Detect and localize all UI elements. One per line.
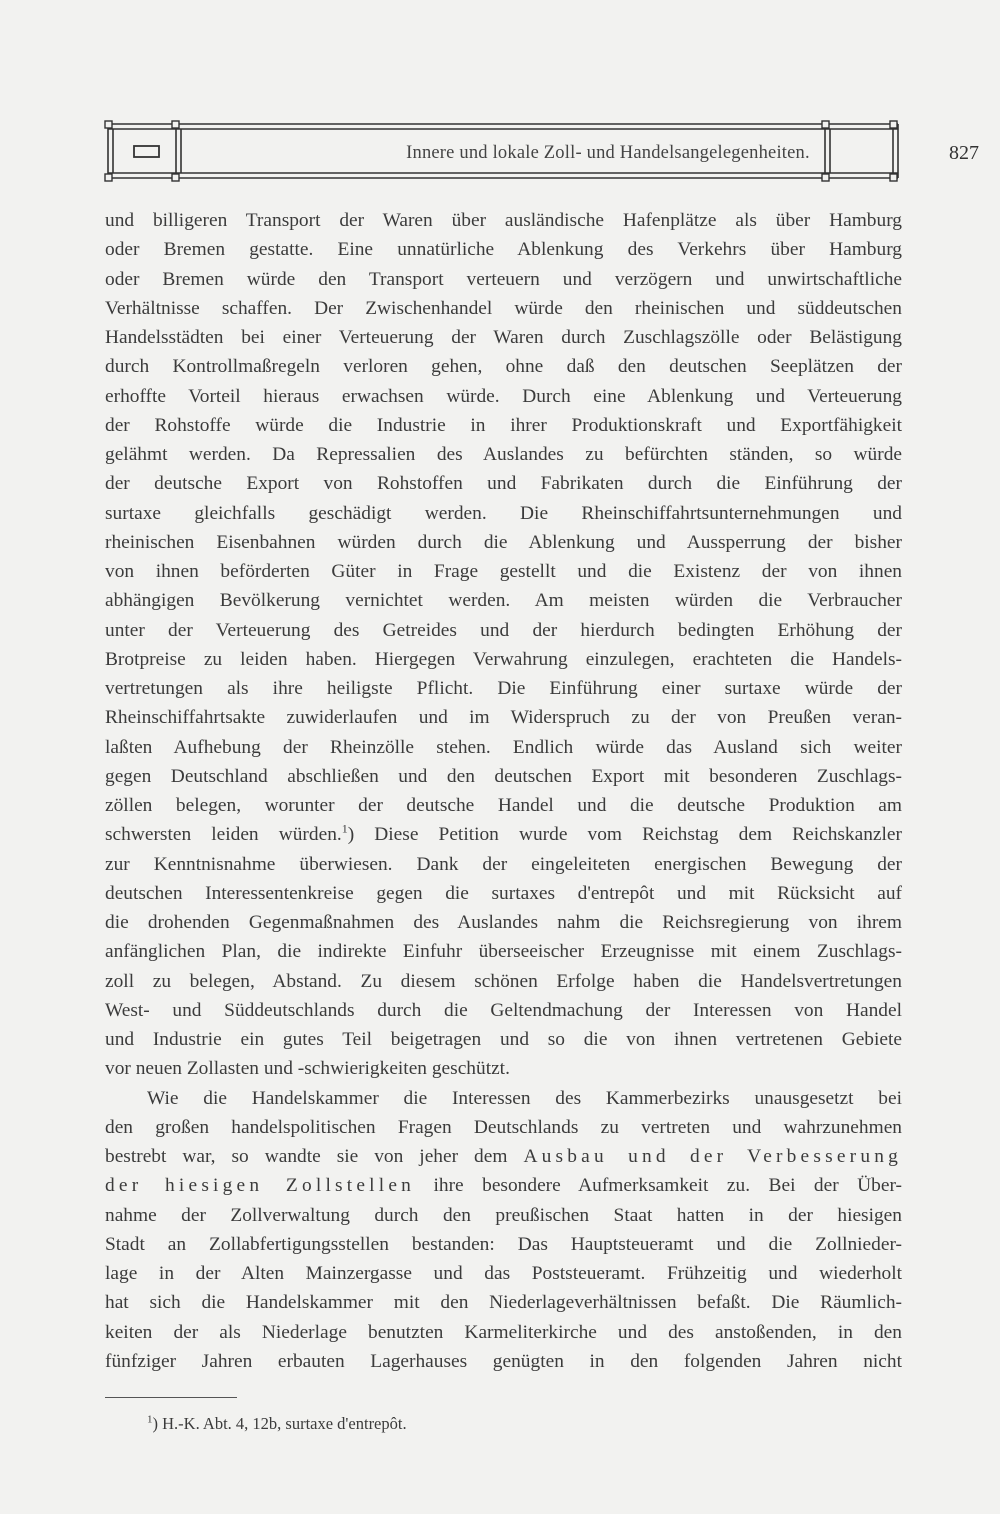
text-fragment: ihre besondere Aufmerksamkeit zu. Bei der Über- — [433, 1175, 902, 1197]
text-line: gegen Deutschland abschließen und den deutschen Export mit besonderen Zuschlags- — [105, 765, 902, 787]
text-line: abhängigen Bevölkerung vernichtet werden. Am meisten würden die Verbraucher — [105, 590, 902, 612]
text-line: die drohenden Gegenmaßnahmen des Auslandes nahm die Reichsregierung von ihrem — [105, 912, 902, 933]
text-fragment: schwersten leiden würden. — [105, 824, 342, 846]
text-fragment: bestrebt war, so wandte sie von jeher dem — [105, 1146, 508, 1167]
footnote-reference[interactable]: 1 — [341, 821, 348, 836]
text-line: fünfziger Jahren erbauten Lagerhauses genügten in den folgenden Jahren nicht — [105, 1350, 902, 1372]
text-line: lage in der Alten Mainzergasse und das Poststeueramt. Frühzeitig und wiederholt — [105, 1263, 902, 1284]
text-line: Stadt an Zollabfertigungsstellen bestanden: Das Hauptsteueramt und die Zollnieder- — [105, 1233, 902, 1255]
emphasized-text: Ausbau und der Verbesserung — [523, 1146, 902, 1167]
text-line: von ihnen beförderten Güter in Frage gestellt und die Existenz der von ihnen — [105, 561, 902, 582]
footnote-text: ) H.-K. Abt. 4, 12b, surtaxe d'entrepôt. — [152, 1414, 407, 1433]
footnote-separator — [105, 1397, 237, 1398]
text-line: und Industrie ein gutes Teil beigetragen und so die von ihnen vertretenen Gebiete — [105, 1029, 902, 1050]
text-line: oder Bremen gestatte. Eine unnatürliche Ablenkung des Verkehrs über Hamburg — [105, 239, 902, 261]
text-line: nahme der Zollverwaltung durch den preußischen Staat hatten in der hiesigen — [105, 1204, 902, 1226]
text-line: anfänglichen Plan, die indirekte Einfuhr überseeischer Erzeugnisse mit einem Zuschlags- — [105, 941, 902, 963]
text-line: Rheinschiffahrtsakte zuwiderlaufen und im Widerspruch zu der von Preußen veran- — [105, 707, 902, 729]
text-line: surtaxe gleichfalls geschädigt werden. Die Rheinschiffahrtsunternehmungen und — [105, 502, 902, 524]
text-line-with-emphasis — [105, 1142, 902, 1171]
running-title: Innere und lokale Zoll- und Handelsangelegenheiten. — [406, 143, 810, 163]
text-line: erhoffte Vorteil hieraus erwachsen würde. Durch eine Ablenkung und Verteuerung — [105, 385, 902, 407]
emphasized-text: der hiesigen Zollstellen — [105, 1175, 416, 1197]
paragraph-start-line: Wie die Handelskammer die Interessen des Kammerbezirks unausgesetzt bei — [147, 1087, 902, 1109]
body-text — [105, 206, 902, 1376]
text-line: oder Bremen würde den Transport verteuern und verzögern und unwirtschaftliche — [105, 268, 902, 290]
text-line: laßten Aufhebung der Rheinzölle stehen. Endlich würde das Ausland sich weiter — [105, 736, 902, 758]
page-number: 827 — [949, 142, 979, 164]
text-line: keiten der als Niederlage benutzten Karmeliterkirche und des anstoßenden, in den — [105, 1321, 902, 1343]
text-line: rheinischen Eisenbahnen würden durch die Ablenkung und Aussperrung der bisher — [105, 531, 902, 553]
text-line: Handelsstädten bei einer Verteuerung der Waren durch Zuschlagszölle oder Belästigung — [105, 327, 902, 348]
text-line: zöllen belegen, worunter der deutsche Handel und die deutsche Produktion am — [105, 795, 902, 816]
text-line: vertretungen als ihre heiligste Pflicht. Die Einführung einer surtaxe würde der — [105, 678, 902, 699]
text-line: deutschen Interessentenkreise gegen die surtaxes d'entrepôt und mit Rücksicht auf — [105, 882, 902, 904]
text-line: Verhältnisse schaffen. Der Zwischenhandel würde den rheinischen und süddeutschen — [105, 297, 902, 319]
text-line: zoll zu belegen, Abstand. Zu diesem schönen Erfolge haben die Handelsvertretungen — [105, 970, 902, 992]
text-line: durch Kontrollmaßregeln verloren gehen, ohne daß den deutschen Seeplätzen der — [105, 356, 902, 378]
text-line: zur Kenntnisnahme überwiesen. Dank der eingeleiteten energischen Bewegung der — [105, 853, 902, 875]
text-line: den großen handelspolitischen Fragen Deutschlands zu vertreten und wahrzunehmen — [105, 1116, 902, 1138]
text-line-with-emphasis — [105, 1171, 902, 1200]
text-line: West- und Süddeutschlands durch die Geltendmachung der Interessen von Handel — [105, 999, 902, 1021]
text-line-with-footnote-ref — [105, 820, 902, 849]
text-line: und billigeren Transport der Waren über ausländische Hafenplätze als über Hamburg — [105, 210, 902, 231]
text-fragment: ) Diese Petition wurde vom Reichstag dem Reichskanzler — [347, 824, 902, 846]
text-line: der Rohstoffe würde die Industrie in ihrer Produktionskraft und Exportfähigkeit — [105, 414, 902, 436]
text-line: unter der Verteuerung des Getreides und der hierdurch bedingten Erhöhung der — [105, 619, 902, 641]
text-line: der deutsche Export von Rohstoffen und Fabrikaten durch die Einführung der — [105, 473, 902, 495]
text-line: gelähmt werden. Da Repressalien des Auslandes zu befürchten ständen, so würde — [105, 444, 902, 465]
footnote — [147, 1414, 407, 1434]
footnote-number: 1 — [147, 1413, 153, 1426]
text-line: Brotpreise zu leiden haben. Hiergegen Verwahrung einzulegen, erachteten die Handels- — [105, 648, 902, 670]
text-line: hat sich die Handelskammer mit den Niederlageverhältnissen befaßt. Die Räumlich- — [105, 1292, 902, 1314]
paragraph-end-line: vor neuen Zollasten und -schwierigkeiten geschützt. — [105, 1058, 510, 1080]
running-header — [104, 120, 979, 182]
